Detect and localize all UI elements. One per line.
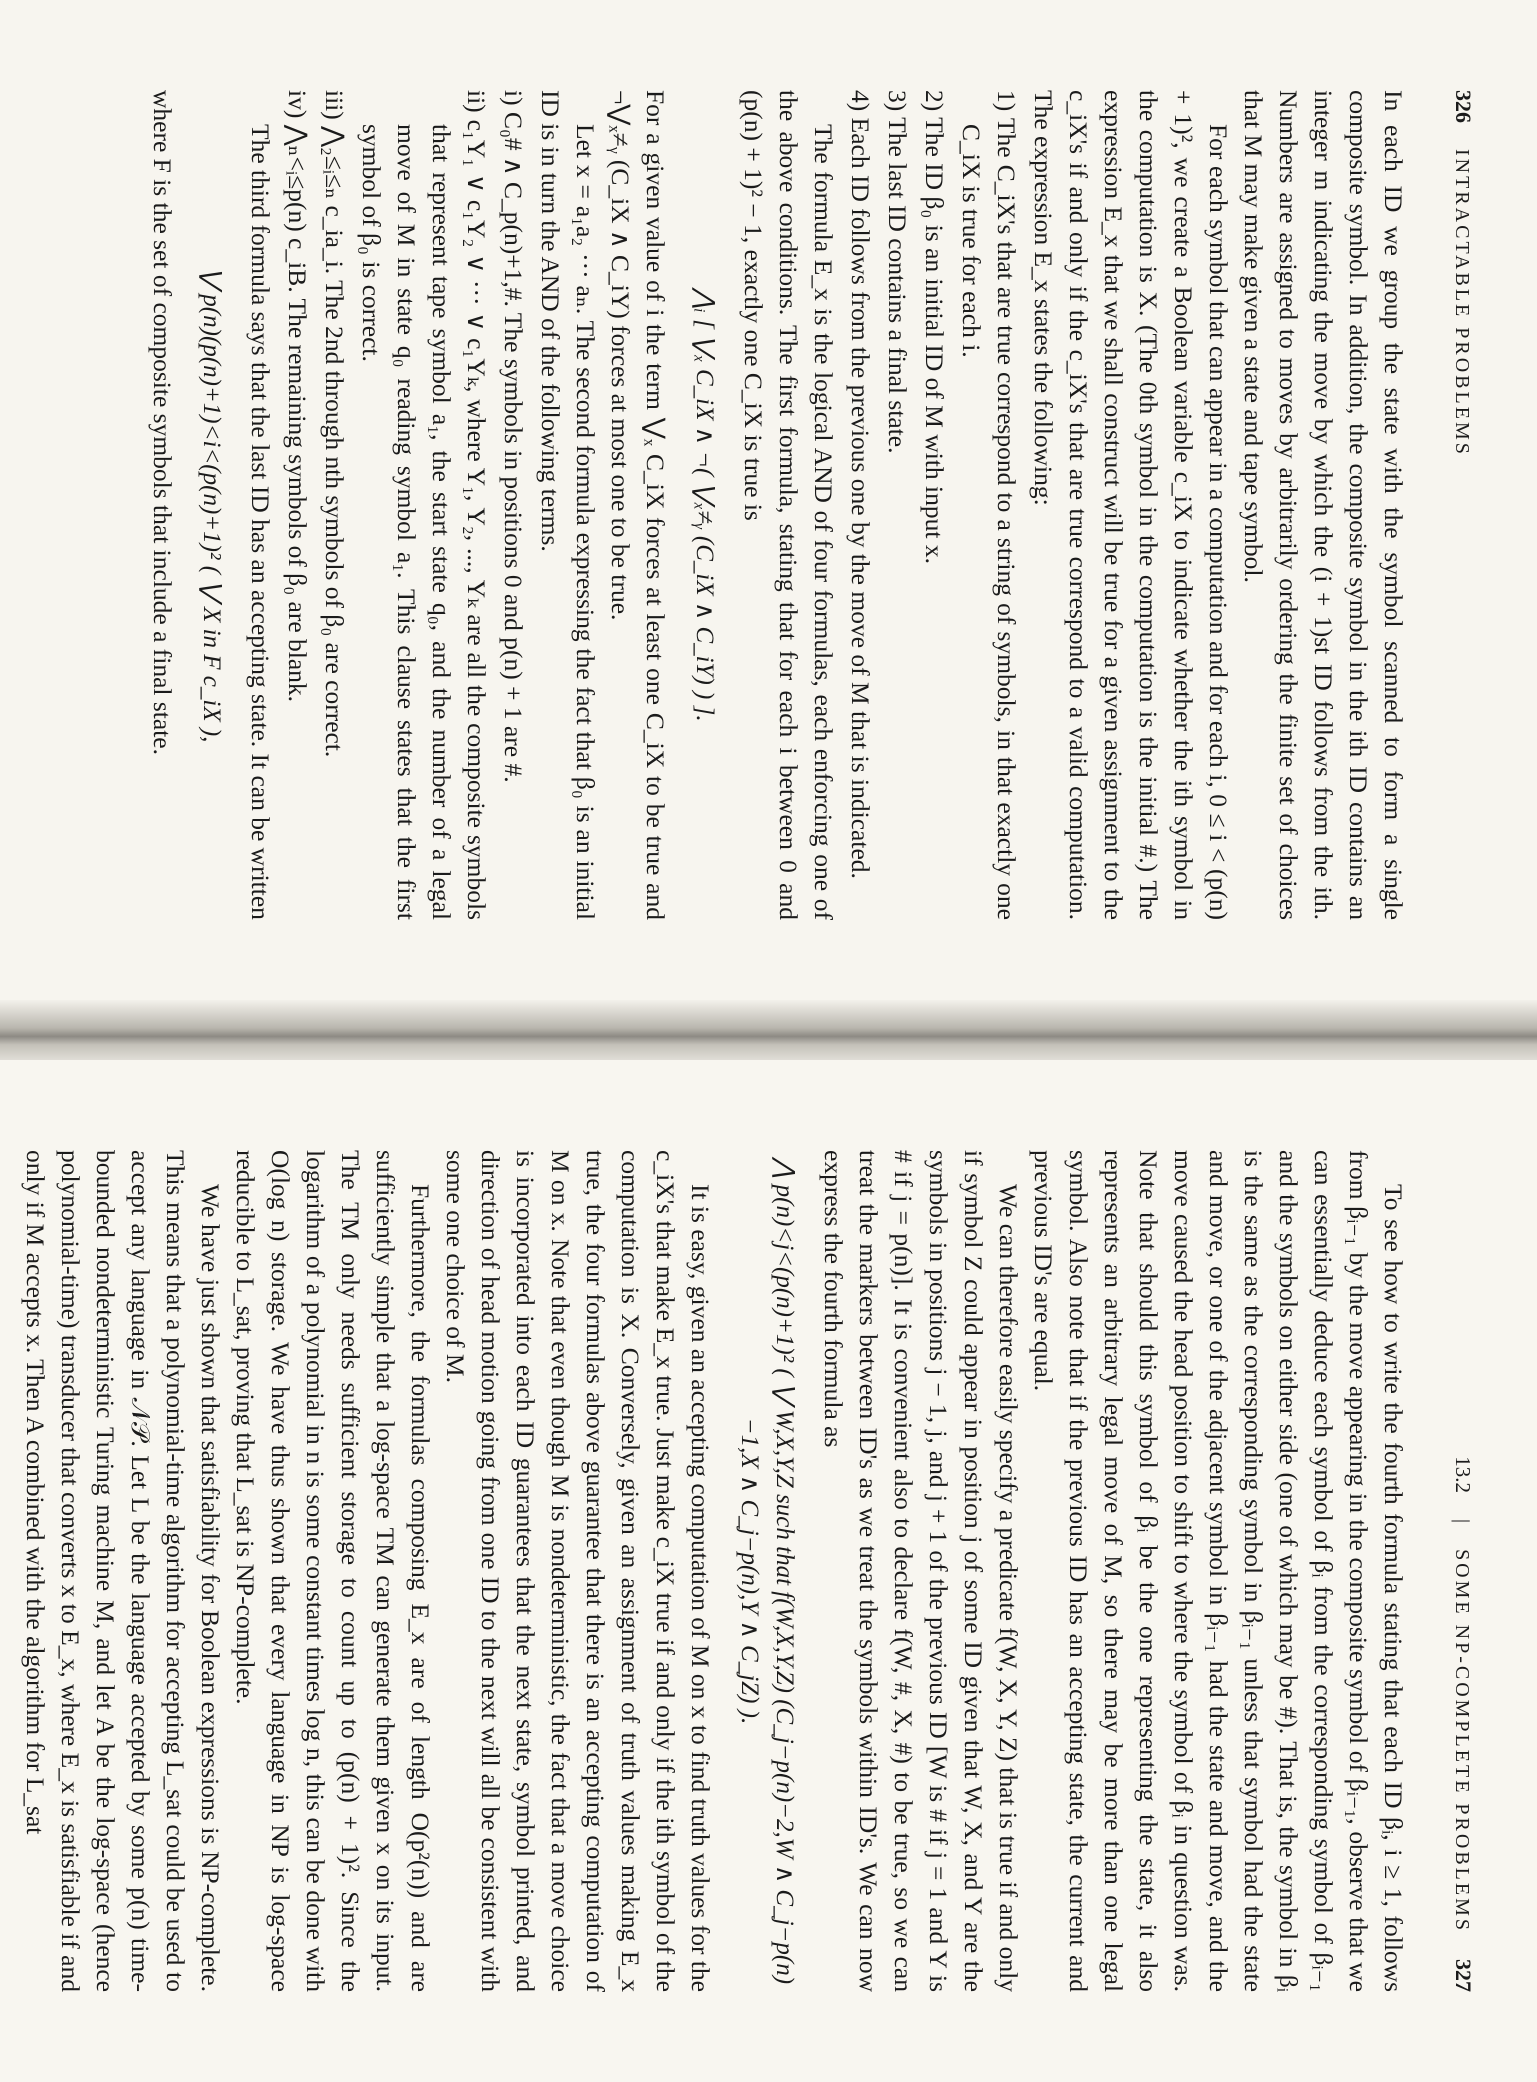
list-item: iii) ⋀₂≤ᵢ≤ₙ c_ia_i. The 2nd through nth symbols of β₀ are correct.	[320, 90, 349, 758]
paragraph: The formula E_x is the logical AND of four formulas, each enforcing one of the above conditions. The first formula, stating that for each i between 0 and (p(n) + 1)² − 1, exactly one C_iX is true is	[739, 90, 838, 920]
left-running-head	[1441, 90, 1481, 920]
paragraph-text: We have just shown that satisfiability for Boolean expressions is NP-complete. This means that a polynomial-time algorithm for accepting L_sat could be used to accept any language in 𝒩𝒫. Let L be the language accepted by some p(n) time-bounded nondeterministic Turing machine M, and let A be the log-space (hence polynomial-time) transducer that converts x to E_x, where E_x is satisfiable if and only if M accepts x. Then A combined with the algorithm for L_sat	[21, 1150, 225, 1992]
paragraph: To see how to write the fourth formula stating that each ID βᵢ, i ≥ 1, follows from βᵢ₋₁ by the move appearing in the composite symbol of βᵢ₋₁, observe that we can essentially deduce each symbol of βᵢ from the corresponding symbol of βᵢ₋₁ and the symbols on either side (one of which may be #). That is, the symbol in βᵢ is the same as the corresponding symbol in βᵢ₋₁ unless that symbol had the state and move, or one of the adjacent symbol in βᵢ₋₁ had the state and move, and the move caused the head position to shift to where the symbol of βᵢ in question was. Note that should this symbol of βᵢ be the one representing the state, it also represents an arbitrary legal move of M, so there may be more than one legal symbol. Also note that if the previous ID has an accepting state, the current and previous ID's are equal.	[1029, 1150, 1408, 1992]
left-running-title: INTRACTABLE PROBLEMS	[1451, 149, 1473, 457]
paragraph: where F is the set of composite symbols that include a final state.	[148, 90, 177, 755]
paragraph: In each ID we group the state with the symbol scanned to form a single composite symbol. In addition, the composite symbol in the ith ID contains an integer m indicating the move by which the (i + 1)st ID follows from the ith. Numbers are assigned to moves by arbitrarily ordering the finite set of choices that M may make given a state and tape symbol.	[1239, 90, 1408, 920]
right-running-title: SOME NP-COMPLETE PROBLEMS	[1451, 1549, 1473, 1933]
paragraph: For a given value of i the term ⋁ₓ C_iX forces at least one C_iX to be true and ¬⋁ₓ≠ᵧ (C_iX ∧ C_iY) forces at most one to be true.	[606, 90, 670, 920]
paragraph: Let x = a₁a₂ ··· aₙ. The second formula expressing the fact that β₀ is an initial ID is in turn the AND of the following terms.	[536, 90, 600, 920]
right-page-number: 327	[1451, 1959, 1476, 1992]
paragraph: The third formula says that the last ID has an accepting state. It can be written	[246, 124, 275, 920]
paragraph: Furthermore, the formulas composing E_x are of length O(p²(n)) and are sufficiently simple that a log-space TM can generate them given x on its input. The TM only needs sufficient storage to count up to (p(n) + 1)². Since the logarithm of a polynomial in n is some constant times log n, this can be done with O(log n) storage. We have thus shown that every language in NP is log-space reducible to L_sat, proving that L_sat is NP-complete.	[231, 1150, 435, 1992]
section-number: 13.2	[1451, 1456, 1475, 1494]
left-page	[0, 0, 1537, 1010]
paragraph: It is easy, given an accepting computation of M on x to find truth values for the c_iX's that make E_x true. Just make c_iX true if and only if the ith symbol of the computation is X. Conversely, given an assignment of truth values making E_x true, the four formulas above guarantee that there is an accepting computation of M on x. Note that even though M is nondeterministic, the fact that a move choice is incorporated into each ID guarantees that the next state, symbol printed, and direction of head motion going from one ID to the next will all be consistent with some one choice of M.	[441, 1150, 715, 1992]
paragraph: We can therefore easily specify a predicate f(W, X, Y, Z) that is true if and only if symbol Z could appear in position j of some ID given that W, X, and Y are the symbols in positions j − 1, j, and j + 1 of the previous ID [W is # if j = 1 and Y is # if j = p(n)]. It is convenient also to declare f(W, #, X, #) to be true, so we can treat the markers between ID's as we treat the symbols within ID's. We can now express the fourth formula as	[819, 1150, 1023, 1992]
list-item: i) C₀# ∧ C_p(n)+1,#. The symbols in positions 0 and p(n) + 1 are #.	[499, 90, 528, 783]
formula: ⋀ p(n)<j<(p(n)+1)² ( ⋁ W,X,Y,Z such that f(W,X,Y,Z) (C_j−p(n)−2,W ∧ C_j−p(n)−1,X ∧ C_j−p(n),Y ∧ C_jZ) ).	[736, 1157, 798, 1985]
divider: |	[1451, 1519, 1473, 1524]
left-page-number: 326	[1451, 90, 1476, 123]
paragraph	[18, 1150, 228, 1992]
list-item: 2) The ID β₀ is an initial ID of M with input x.	[920, 90, 949, 564]
list-item: 1) The C_iX's that are true correspond to a string of symbols, in that exactly one C_iX is true for each i.	[957, 90, 1021, 920]
right-page	[0, 1060, 1537, 2082]
formula: ⋁ p(n)(p(n)+1)<i<(p(n)+1)² ( ⋁ X in F c_iX ),	[198, 267, 225, 743]
paragraph: For each symbol that can appear in a computation and for each i, 0 ≤ i < (p(n) + 1)², we create a Boolean variable c_iX to indicate whether the ith symbol in the computation is X. (The 0th symbol in the computation is the initial #.) The expression E_x that we shall construct will be true for a given assignment to the c_iX's if and only if the c_iX's that are true correspond to a valid computation. The expression E_x states the following:	[1029, 90, 1233, 920]
list-item: ii) c₁Y₁ ∨ c₁Y₂ ∨ ··· ∨ c₁Yₖ, where Y₁, Y₂, ..., Yₖ are all the composite symbols that represent tape symbol a₁, the start state q₀, and the number of a legal move of M in state q₀ reading symbol a₁. This clause states that the first symbol of β₀ is correct.	[357, 90, 491, 920]
formula: ⋀ᵢ [ ⋁ₓ C_iX ∧ ¬( ⋁ₓ≠ᵧ (C_iX ∧ C_iY) ) ].	[691, 288, 718, 722]
list-item: 4) Each ID follows from the previous one by the move of M that is indicated.	[846, 90, 875, 879]
right-running-head	[1441, 1150, 1481, 1992]
list-item: 3) The last ID contains a final state.	[883, 90, 912, 454]
list-item: iv) ⋀ₙ<ᵢ≤p(n) c_iB. The remaining symbols of β₀ are blank.	[283, 90, 312, 703]
